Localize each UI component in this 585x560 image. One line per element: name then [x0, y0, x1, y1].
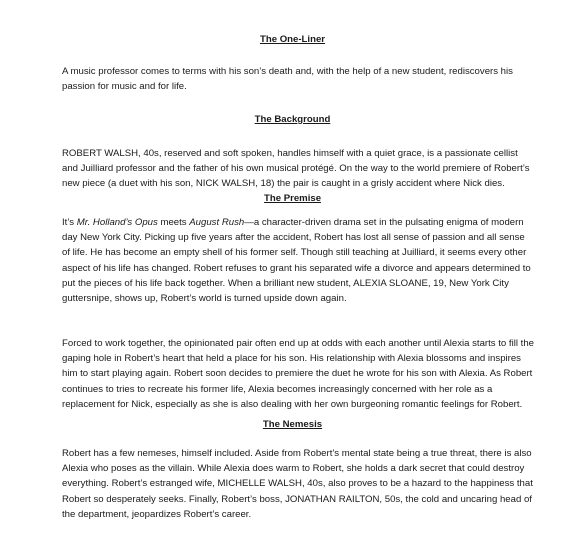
- heading-premise: The Premise: [263, 193, 322, 204]
- text-line: the department, jeopardizes Robert’s career.: [62, 508, 252, 520]
- film-title: Mr. Holland’s Opus: [76, 217, 158, 228]
- text-line: [62, 215, 524, 230]
- paragraph-nemesis: [62, 446, 533, 522]
- paragraph-background: [62, 146, 530, 192]
- text-line: him to start playing again. Robert soon decides to premiere the duet he wrote for his son with Alexia. As Robert: [62, 368, 533, 380]
- paragraph-premise-1: [62, 215, 531, 306]
- text-line: and Juilliard professor and the father of his own musical protégé. On the way to the world premiere of Robert’s: [62, 163, 530, 175]
- text-line: passion for music and for life.: [62, 81, 187, 93]
- heading-background: The Background: [254, 114, 331, 125]
- text-line: day New York City. Picking up five years after the accident, Robert has lost all sense of passion and all sense: [62, 232, 525, 244]
- text-line: guttersnipe, shows up, Robert’s world is turned upside down again.: [62, 293, 347, 305]
- text-line: everything. Robert’s estranged wife, MICHELLE WALSH, 40s, also proves to be a hazard to the happiness that: [62, 478, 533, 490]
- text-line: replacement for Nick, especially as she is also dealing with her own burgeoning romantic feelings for Robert.: [62, 398, 523, 410]
- text-line: Robert so desperately seeks. Finally, Robert’s boss, JONATHAN RAILTON, 50s, the cold and uncaring head of: [62, 493, 532, 505]
- text-line: gaping hole in Robert’s heart that held a place for his son. His relationship with Alexia blossoms and inspires: [62, 353, 521, 365]
- text-run: —a character-driven drama set in the pulsating enigma of modern: [244, 217, 524, 228]
- text-line: A music professor comes to terms with his son’s death and, with the help of a new student, rediscovers his: [62, 66, 513, 77]
- text-line: ROBERT WALSH, 40s, reserved and soft spoken, handles himself with a quiet grace, is a passionate cellist: [62, 148, 518, 159]
- paragraph-one-liner: [62, 64, 524, 94]
- text-line: Robert has a few nemeses, himself included. Aside from Robert’s mental state being a true threat, there is also: [62, 448, 532, 459]
- text-line: of life. He has become an empty shell of his former self. Though still teaching at Juilliard, it seems every other: [62, 247, 527, 259]
- heading-nemesis: The Nemesis: [262, 419, 323, 430]
- text-line: Forced to work together, the opinionated pair often end up at odds with each another until Alexia starts to fill the: [62, 338, 534, 349]
- heading-one-liner: The One-Liner: [259, 34, 326, 45]
- paragraph-premise-2: [62, 336, 534, 412]
- text-line: put the pieces of his life back together. When a brilliant new student, ALEXIA SLOANE, 19, New York City: [62, 277, 509, 289]
- text-line: aspect of his life has changed. Robert refuses to grant his separated wife a divorce and appears determined to: [62, 262, 531, 274]
- text-line: continues to tries to recreate his former life, Alexia becomes increasingly concerned with her role as a: [62, 383, 493, 395]
- text-run: meets: [157, 217, 190, 228]
- film-title: August Rush: [189, 217, 245, 228]
- text-line: new piece (a duet with his son, NICK WALSH, 18) the pair is caught in a grisly accident where Nick dies.: [62, 178, 505, 190]
- text-line: Alexia who poses as the villain. While Alexia does warm to Robert, she holds a dark secret that could destroy: [62, 463, 525, 475]
- text-run: It’s: [62, 217, 77, 228]
